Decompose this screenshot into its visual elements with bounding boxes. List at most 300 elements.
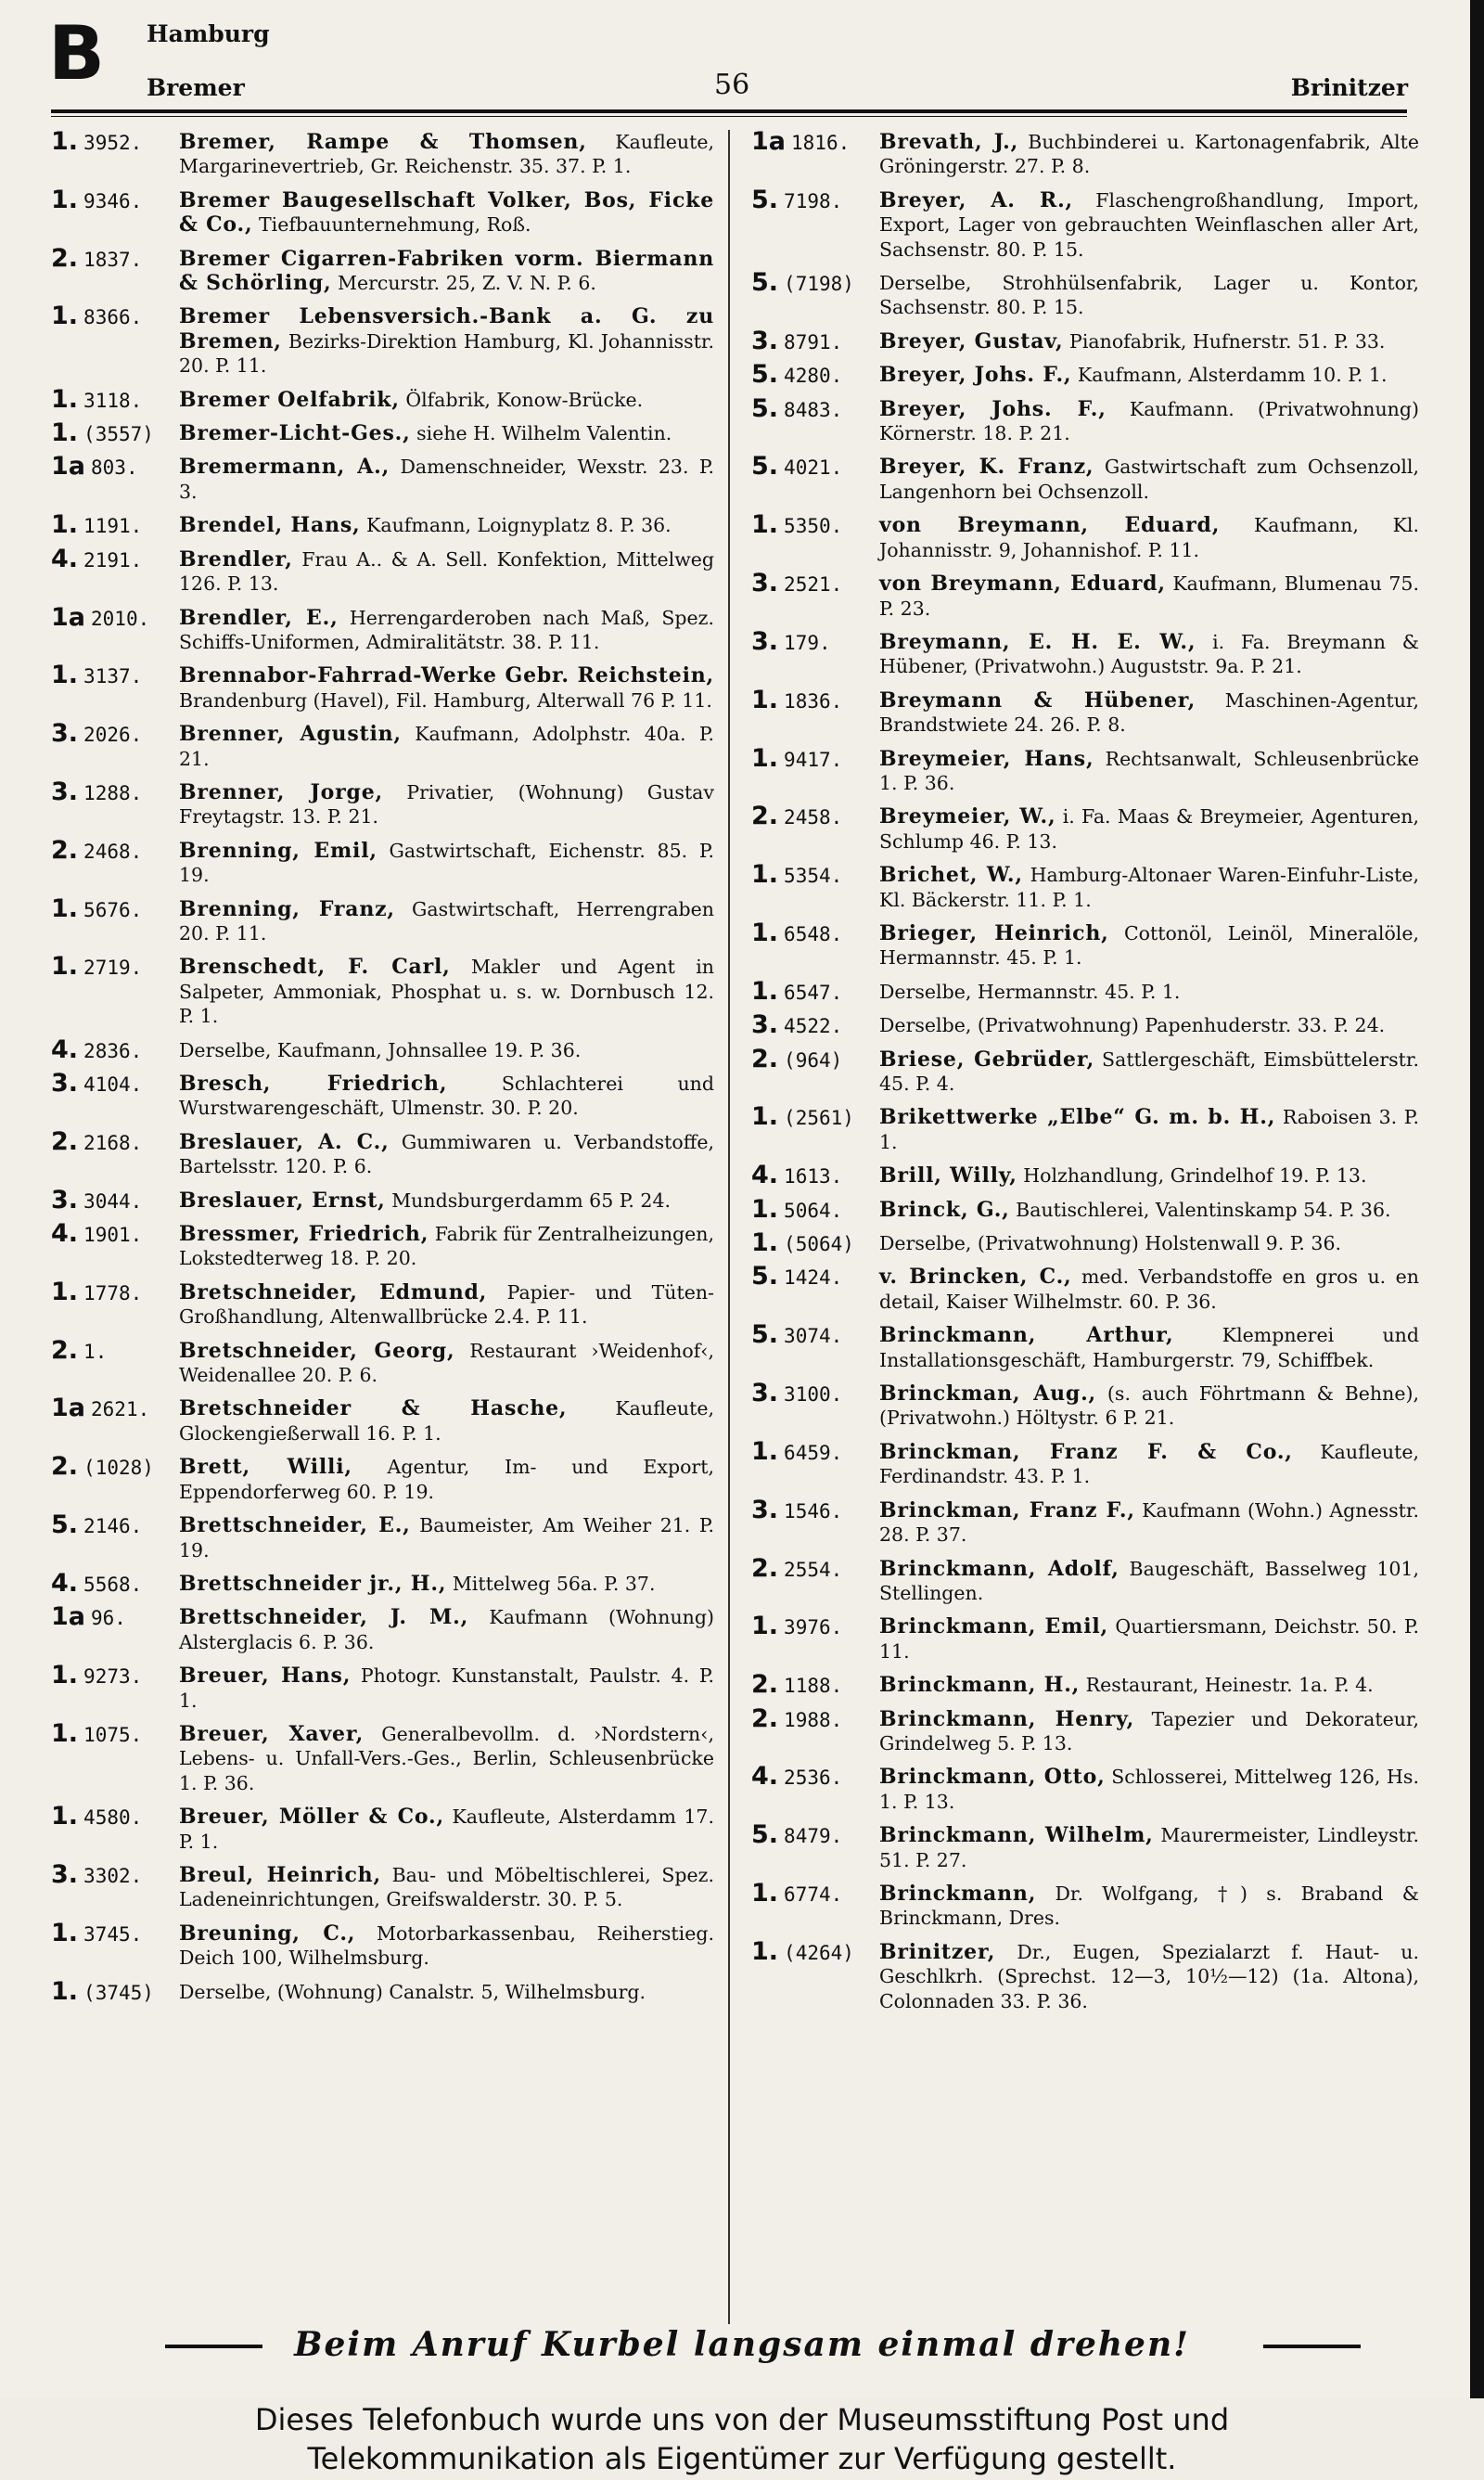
entry-text	[879, 1557, 1419, 1606]
entry-text	[179, 897, 714, 946]
directory-entry	[51, 663, 714, 713]
phone-number: 4021.	[784, 456, 843, 480]
entry-text	[179, 455, 714, 504]
directory-entry	[51, 835, 714, 888]
exchange-code: 1.	[751, 1436, 779, 1466]
subscriber-details: Dr., Eugen, Spezialarzt f. Haut- u. Geschlkrh. (Sprechst. 12—3, 10½—12) (1a. Altona), Colonnaden 33. P. 36.	[879, 1940, 1419, 2012]
directory-entry	[751, 1703, 1419, 1756]
exchange-and-number	[51, 1661, 143, 1690]
entry-text	[879, 1047, 1419, 1097]
phone-number: (5064)	[784, 1233, 854, 1256]
phone-number: 2521.	[784, 573, 843, 597]
subscriber-name: Brettschneider, J. M.,	[179, 1605, 469, 1630]
exchange-and-number	[51, 1452, 154, 1482]
credit-line-2: Telekommunikation als Eigentümer zur Verfügung gestellt.	[307, 2441, 1177, 2476]
exchange-and-number	[51, 1859, 143, 1889]
entry-text	[879, 271, 1419, 320]
directory-entry	[51, 1396, 714, 1446]
directory-entry	[51, 418, 714, 448]
exchange-code: 1a	[51, 1602, 86, 1632]
exchange-code: 3.	[751, 1010, 779, 1040]
subscriber-name: Brendler, E.,	[179, 605, 339, 630]
exchange-code: 1.	[51, 1277, 79, 1306]
directory-entry	[51, 384, 714, 414]
exchange-and-number	[751, 804, 842, 829]
subscriber-details: Pianofabrik, Hufnerstr. 51. P. 33.	[1069, 329, 1386, 353]
exchange-and-number	[51, 1335, 108, 1365]
exchange-and-number	[751, 127, 851, 156]
subscriber-details: Maurermeister, Lindleystr. 51. P. 27.	[879, 1824, 1419, 1871]
phone-number: 4522.	[784, 1015, 843, 1038]
exchange-and-number	[51, 1069, 143, 1098]
subscriber-name: Brinck, G.,	[879, 1197, 1010, 1222]
subscriber-details: Derselbe, Kaufmann, Johnsallee 19. P. 36.	[179, 1038, 582, 1061]
exchange-and-number	[51, 127, 143, 156]
exchange-code: 1.	[51, 1718, 79, 1748]
phone-number: 8483.	[784, 398, 843, 421]
directory-entry	[751, 626, 1419, 679]
phone-number: 6548.	[784, 922, 843, 945]
exchange-and-number	[751, 1878, 843, 1908]
subscriber-details: Buchbinderei u. Kartonagenfabrik, Alte Gröningerstr. 27. P. 8.	[879, 131, 1419, 178]
phone-number: 3118.	[83, 389, 143, 412]
exchange-code: 1.	[751, 510, 779, 540]
exchange-and-number	[51, 719, 143, 749]
subscriber-name: Brinckmann, Wilhelm,	[879, 1823, 1154, 1848]
subscriber-details: siehe H. Wilhelm Valentin.	[416, 422, 672, 445]
entry-text	[179, 1722, 714, 1795]
directory-entry	[751, 326, 1419, 355]
entry-text	[879, 1440, 1419, 1489]
exchange-and-number	[51, 1277, 143, 1306]
exchange-code: 5.	[751, 1820, 779, 1850]
phone-number: 5350.	[784, 515, 843, 538]
entry-text	[879, 329, 1419, 353]
phone-number: 2458.	[784, 806, 843, 829]
entry-text	[179, 1339, 714, 1388]
entry-text	[879, 1882, 1419, 1931]
phone-number: 3302.	[83, 1864, 143, 1887]
subscriber-details: Gastwirtschaft, Eichenstr. 85. P. 19.	[179, 839, 714, 887]
subscriber-details: Agentur, Im- und Export, Eppendorferweg 60. P. 19.	[179, 1456, 714, 1503]
entry-text	[179, 1038, 714, 1062]
exchange-and-number	[751, 510, 843, 540]
exchange-code: 4.	[51, 1568, 79, 1598]
directory-entry	[51, 893, 714, 946]
subscriber-name: Breuer, Möller & Co.,	[179, 1805, 444, 1830]
subscriber-details: Privatier, (Wohnung) Gustav Freytagstr. 13. P. 21.	[179, 780, 714, 829]
exchange-code: 1.	[751, 1936, 779, 1966]
exchange-and-number	[751, 393, 843, 423]
subscriber-name: Breuning, C.,	[179, 1921, 356, 1946]
directory-entry	[751, 1436, 1419, 1489]
exchange-and-number	[751, 1320, 843, 1350]
right-column	[751, 127, 1419, 2013]
subscriber-name: Brevath, J.,	[879, 130, 1019, 154]
subscriber-details: Kaufmann (Wohnung) Alsterglacis 6. P. 36.	[179, 1606, 714, 1653]
phone-number: (1028)	[83, 1457, 154, 1480]
phone-number: 6459.	[784, 1441, 843, 1464]
entry-text	[879, 863, 1419, 912]
subscriber-name: Brikettwerke „Elbe“ G. m. b. H.,	[879, 1105, 1276, 1130]
subscriber-name: von Breymann, Eduard,	[879, 572, 1166, 597]
directory-entry	[51, 1069, 714, 1121]
exchange-and-number	[751, 1495, 843, 1524]
exchange-code: 1.	[51, 384, 79, 414]
subscriber-name: Breslauer, Ernst,	[179, 1188, 386, 1213]
exchange-and-number	[751, 1010, 843, 1040]
exchange-code: 1.	[751, 976, 779, 1006]
exchange-and-number	[51, 418, 154, 448]
phone-number: 3044.	[83, 1189, 143, 1213]
exchange-code: 4.	[51, 1034, 79, 1064]
exchange-and-number	[51, 1510, 143, 1540]
phone-number: 3137.	[83, 665, 143, 688]
directory-entry	[751, 685, 1419, 738]
exchange-and-number	[751, 1381, 842, 1407]
exchange-code: 2.	[51, 835, 79, 865]
exchange-code: 3.	[751, 326, 779, 355]
directory-entry	[51, 1918, 714, 1971]
subscriber-details: Derselbe, (Privatwohnung) Holstenwall 9. P. 36.	[879, 1232, 1342, 1255]
directory-entry	[51, 1859, 714, 1912]
phone-number: 2146.	[83, 1515, 143, 1538]
section-letter: B	[48, 10, 105, 96]
entry-text	[179, 547, 714, 597]
subscriber-details: Flaschengroßhandlung, Import, Export, Lager von gebrauchten Weinflaschen aller Art, Sachsenstr. 80. P. 15.	[879, 188, 1419, 261]
exchange-code: 1a	[51, 1394, 86, 1423]
subscriber-details: Mittelweg 56a. P. 37.	[452, 1572, 656, 1595]
phone-number: 1816.	[791, 132, 851, 154]
entry-text	[179, 663, 714, 713]
exchange-and-number	[751, 1703, 843, 1733]
directory-entry	[51, 510, 714, 540]
entry-text	[879, 1323, 1419, 1372]
subscriber-name: Brinckman, Franz F.,	[879, 1497, 1135, 1523]
phone-number: 6774.	[784, 1882, 843, 1906]
entry-text	[879, 688, 1419, 738]
subscriber-name: Bremer Baugesellschaft Volker, Bos, Ficke & Co.,	[179, 187, 714, 238]
directory-entry	[751, 1044, 1419, 1097]
exchange-code: 5.	[751, 1320, 779, 1350]
subscriber-name: Brett, Willi,	[179, 1455, 352, 1480]
subscriber-name: Bremermann, A.,	[179, 455, 390, 480]
phone-number: 3976.	[784, 1616, 843, 1639]
subscriber-details: Rechtsanwalt, Schleusenbrücke 1. P. 36.	[879, 747, 1419, 794]
exchange-and-number	[51, 1802, 143, 1831]
subscriber-name: Breslauer, A. C.,	[179, 1129, 390, 1154]
exchange-and-number	[751, 1553, 843, 1583]
subscriber-name: von Breymann, Eduard,	[879, 513, 1221, 538]
entry-text	[879, 455, 1419, 504]
subscriber-name: Brieger, Heinrich,	[879, 920, 1109, 945]
subscriber-details: Kaufleute, Alsterdamm 17. P. 1.	[179, 1805, 714, 1853]
subscriber-name: Breuer, Hans,	[179, 1664, 352, 1689]
phone-number: 2836.	[83, 1039, 143, 1062]
phone-number: 4580.	[83, 1806, 143, 1830]
phone-number: (2561)	[784, 1107, 854, 1130]
column-divider	[728, 130, 730, 2324]
entry-text	[179, 421, 714, 445]
entry-text	[879, 1707, 1419, 1756]
exchange-and-number	[751, 1044, 843, 1073]
phone-number: 803.	[91, 456, 138, 480]
credit-line-1: Dieses Telefonbuch wurde uns von der Museumsstiftung Post und	[254, 2402, 1230, 2437]
entry-text	[179, 722, 714, 771]
subscriber-details: Klempnerei und Installationsgeschäft, Hamburgerstr. 79, Schiffbek.	[879, 1324, 1419, 1371]
exchange-and-number	[51, 304, 142, 329]
phone-number: 5676.	[83, 898, 143, 921]
exchange-code: 5.	[751, 452, 779, 482]
directory-entry	[51, 1718, 714, 1795]
phone-number: 96.	[91, 1607, 126, 1630]
subscriber-details: Raboisen 3. P. 1.	[879, 1106, 1419, 1153]
subscriber-details: Kaufmann. (Privatwohnung) Körnerstr. 18. P. 21.	[879, 397, 1419, 445]
phone-number: 1.	[83, 1340, 108, 1363]
exchange-code: 5.	[751, 393, 779, 423]
exchange-code: 1.	[51, 302, 79, 331]
directory-entry	[51, 1126, 714, 1179]
exchange-code: 1.	[51, 510, 79, 540]
phone-number: 5354.	[784, 865, 843, 888]
directory-entry	[751, 860, 1419, 912]
exchange-code: 5.	[51, 1510, 79, 1540]
subscriber-details: Schlosserei, Mittelweg 126, Hs. 1. P. 13.	[879, 1766, 1419, 1813]
subscriber-details: Bautischlerei, Valentinskamp 54. P. 36.	[1016, 1198, 1391, 1221]
exchange-and-number	[751, 268, 854, 298]
exchange-code: 4.	[51, 544, 79, 573]
phone-number: 1546.	[784, 1499, 843, 1523]
subscriber-details: Kaufmann, Adolphstr. 40a. P. 21.	[179, 723, 714, 770]
header-city: Hamburg	[147, 20, 270, 47]
phone-number: 2168.	[83, 1131, 143, 1154]
exchange-and-number	[51, 384, 143, 414]
entry-text	[179, 513, 714, 537]
subscriber-details: Dr. Wolfgang, †) s. Braband & Brinckmann, Dres.	[879, 1882, 1419, 1930]
entry-text	[879, 1765, 1419, 1814]
subscriber-name: Breymann, E. H. E. W.,	[879, 629, 1196, 654]
directory-entry	[51, 127, 714, 179]
directory-entry	[751, 1670, 1419, 1700]
entry-text	[879, 1265, 1419, 1314]
directory-entry	[751, 510, 1419, 562]
exchange-code: 2.	[51, 243, 79, 273]
phone-number: 8791.	[784, 330, 843, 353]
entry-text	[179, 1396, 714, 1446]
entry-text	[879, 1105, 1419, 1154]
subscriber-details: Tiefbauunternehmung, Roß.	[258, 213, 531, 237]
directory-entry	[51, 1510, 714, 1562]
subscriber-details: Kaufleute, Ferdinandstr. 43. P. 1.	[879, 1440, 1419, 1488]
subscriber-name: Breyer, Johs. F.,	[879, 363, 1072, 388]
exchange-and-number	[751, 626, 831, 656]
exchange-code: 1.	[751, 1878, 779, 1908]
subscriber-details: Kaufleute, Margarinevertrieb, Gr. Reichenstr. 35. 37. P. 1.	[179, 131, 714, 178]
directory-entry	[51, 719, 714, 771]
entry-text	[179, 839, 714, 888]
exchange-and-number	[51, 952, 143, 982]
directory-entry	[51, 1976, 714, 2006]
phone-number: 179.	[784, 631, 831, 654]
phone-number: (4264)	[784, 1941, 854, 1964]
exchange-and-number	[751, 1194, 843, 1224]
entry-text	[879, 1231, 1419, 1255]
phone-number: 1188.	[784, 1675, 843, 1698]
subscriber-name: Brenschedt, F. Carl,	[179, 955, 451, 980]
exchange-code: 3.	[51, 1185, 79, 1214]
entry-text	[879, 980, 1419, 1004]
exchange-and-number	[51, 1918, 143, 1947]
exchange-and-number	[751, 743, 843, 773]
exchange-code: 1a	[751, 127, 787, 156]
subscriber-details: Derselbe, Strohhülsenfabrik, Lager u. Kontor, Sachsenstr. 80. P. 15.	[879, 272, 1419, 319]
subscriber-details: Fabrik für Zentralheizungen, Lokstedterweg 18. P. 20.	[179, 1223, 714, 1270]
directory-entry	[51, 1452, 714, 1504]
phone-number: 1836.	[784, 689, 843, 713]
exchange-and-number	[51, 1568, 143, 1598]
subscriber-details: Makler und Agent in Salpeter, Ammoniak, Phosphat u. s. w. Dornbusch 12. P. 1.	[179, 956, 714, 1028]
exchange-and-number	[51, 835, 143, 865]
exchange-code: 2.	[751, 802, 779, 831]
entry-text	[879, 1614, 1419, 1664]
subscriber-details: i. Fa. Breymann & Hübener, (Privatwohn.) Auguststr. 9a. P. 21.	[879, 630, 1419, 678]
exchange-code: 1.	[51, 1976, 79, 2006]
exchange-code: 2.	[751, 1044, 779, 1073]
subscriber-name: Brendler,	[179, 546, 293, 572]
subscriber-details: Generalbevollm. d. ›Nordstern‹, Lebens- u. Unfall-Vers.-Ges., Berlin, Schleusenbrücke 1. P. 36.	[179, 1722, 714, 1794]
exchange-and-number	[751, 1163, 842, 1189]
exchange-and-number	[51, 510, 143, 540]
directory-entry	[751, 1320, 1419, 1372]
exchange-code: 1.	[751, 1102, 779, 1132]
directory-entry	[751, 1878, 1419, 1931]
entry-text	[179, 1189, 714, 1213]
entry-text	[179, 606, 714, 655]
entry-text	[179, 1921, 714, 1971]
entry-text	[879, 1498, 1419, 1548]
phone-number: 3952.	[83, 132, 143, 154]
subscriber-name: Breyer, Johs. F.,	[879, 396, 1107, 421]
entry-text	[179, 1280, 714, 1330]
entry-text	[179, 955, 714, 1028]
page-number: 56	[714, 69, 750, 101]
subscriber-details: Baumeister, Am Weiher 21. P. 19.	[179, 1514, 714, 1561]
exchange-code: 2.	[51, 1126, 79, 1156]
entry-text	[179, 1980, 714, 2004]
directory-entry	[51, 1277, 714, 1330]
subscriber-details: med. Verbandstoffe en gros u. en detail, Kaiser Wilhelmstr. 60. P. 36.	[879, 1266, 1419, 1313]
exchange-and-number	[51, 243, 143, 273]
directory-entry	[751, 1262, 1419, 1314]
exchange-and-number	[751, 569, 843, 598]
directory-entry	[751, 1010, 1419, 1040]
exchange-code: 1.	[51, 1802, 79, 1831]
entry-text	[879, 921, 1419, 970]
subscriber-name: v. Brincken, C.,	[879, 1265, 1072, 1290]
directory-entry	[51, 1602, 714, 1654]
exchange-and-number	[751, 976, 843, 1006]
entry-text	[179, 388, 714, 412]
footer-slogan: Beim Anruf Kurbel langsam einmal drehen!	[294, 2325, 1190, 2364]
entry-text	[179, 1805, 714, 1854]
subscriber-name: Brill, Willy,	[879, 1163, 1017, 1189]
exchange-and-number	[751, 452, 843, 482]
phone-number: 1424.	[784, 1266, 843, 1290]
exchange-code: 1.	[51, 1918, 79, 1947]
exchange-code: 5.	[751, 268, 779, 298]
subscriber-details: i. Fa. Maas & Breymeier, Agenturen, Schlump 46. P. 13.	[879, 805, 1419, 853]
directory-entry	[751, 1163, 1419, 1188]
exchange-and-number	[751, 360, 843, 390]
exchange-and-number	[51, 544, 143, 573]
exchange-code: 5.	[751, 360, 779, 390]
exchange-and-number	[751, 1436, 843, 1466]
subscriber-name: Brettschneider, E.,	[179, 1513, 411, 1538]
directory-entry	[51, 952, 714, 1028]
subscriber-details: Quartiersmann, Deichstr. 50. P. 11.	[879, 1615, 1419, 1663]
exchange-code: 1.	[51, 127, 79, 156]
subscriber-name: Brinckman, Aug.,	[879, 1381, 1096, 1407]
directory-entry	[751, 1495, 1419, 1548]
subscriber-name: Breuer, Xaver,	[179, 1721, 365, 1746]
exchange-and-number	[751, 1262, 843, 1291]
entry-text	[179, 1664, 714, 1713]
exchange-code: 1.	[51, 893, 79, 923]
exchange-and-number	[751, 1820, 843, 1850]
phone-number: 9417.	[784, 748, 843, 771]
entry-text	[179, 1863, 714, 1912]
exchange-and-number	[51, 1718, 143, 1748]
header-rule	[51, 109, 1407, 113]
subscriber-name: Briese, Gebrüder,	[879, 1047, 1095, 1072]
subscriber-name: Brinckmann,	[879, 1881, 1037, 1906]
exchange-code: 1.	[51, 418, 79, 448]
phone-number: (3745)	[83, 1981, 154, 2004]
subscriber-details: Derselbe, (Wohnung) Canalstr. 5, Wilhelmsburg.	[179, 1980, 646, 2003]
subscriber-details: Ölfabrik, Konow-Brücke.	[405, 388, 644, 411]
entry-text	[179, 1130, 714, 1179]
exchange-code: 3.	[751, 626, 779, 656]
phone-number: 1837.	[83, 248, 143, 271]
subscriber-details: Restaurant, Heinestr. 1a. P. 4.	[1085, 1674, 1374, 1697]
entry-text	[879, 513, 1419, 562]
directory-entry	[51, 185, 714, 238]
subscriber-name: Bremer-Licht-Ges.,	[179, 421, 411, 446]
subscriber-details: Kaufmann, Loignyplatz 8. P. 36.	[366, 514, 672, 537]
entry-text	[879, 1013, 1419, 1037]
directory-entry	[51, 1185, 714, 1214]
phone-number: 5064.	[784, 1199, 843, 1222]
subscriber-details: Damenschneider, Wexstr. 23. P. 3.	[179, 456, 714, 503]
entry-text	[879, 1163, 1419, 1188]
exchange-and-number	[51, 777, 143, 806]
directory-entry	[51, 1568, 714, 1598]
exchange-code: 3.	[751, 569, 779, 598]
directory-entry	[751, 1614, 1419, 1664]
subscriber-details: Photogr. Kunstanstalt, Paulstr. 4. P. 1.	[179, 1664, 714, 1712]
exchange-and-number	[51, 663, 142, 688]
exchange-code: 4.	[51, 1219, 79, 1249]
directory-entry	[51, 1034, 714, 1064]
subscriber-details: Papier- und Tüten-Großhandlung, Altenwallbrücke 2.4. P. 11.	[179, 1280, 714, 1329]
subscriber-name: Breyer, Gustav,	[879, 328, 1064, 353]
subscriber-name: Brinckmann, Adolf,	[879, 1556, 1119, 1581]
exchange-and-number	[751, 1228, 854, 1258]
subscriber-details: Kaufmann, Kl. Johannisstr. 9, Johannishof. P. 11.	[879, 514, 1419, 561]
entry-text	[879, 1381, 1419, 1431]
exchange-and-number	[51, 1034, 143, 1064]
entry-text	[879, 1823, 1419, 1872]
